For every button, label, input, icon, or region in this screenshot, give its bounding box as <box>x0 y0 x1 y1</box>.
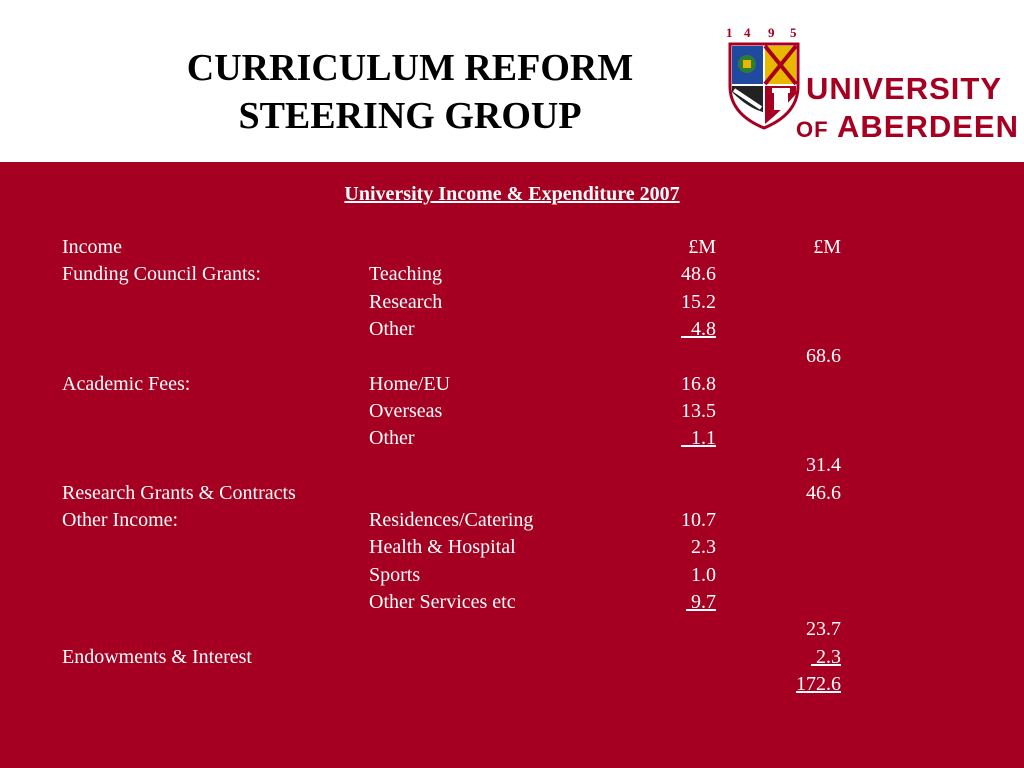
row-item: Research <box>369 290 443 313</box>
row-subtotal: 9.7 <box>686 590 716 613</box>
table-row <box>0 452 1024 479</box>
row-label: Other Income: <box>62 509 179 531</box>
table-row <box>0 316 1024 343</box>
table-row <box>0 562 1024 589</box>
row-item: Other Services etc <box>369 590 516 613</box>
row-label: Research Grants & Contracts <box>62 481 296 504</box>
row-item: Teaching <box>369 263 443 286</box>
row-subtotal: 15.2 <box>681 290 716 313</box>
section-subtitle: University Income & Expenditure 2007 <box>344 183 680 205</box>
logo-wordmark-of: OF <box>796 117 829 142</box>
row-total: £M <box>813 236 841 258</box>
row-subtotal: 48.6 <box>681 263 716 286</box>
table-row <box>0 644 1024 671</box>
row-label: Income <box>62 236 122 258</box>
row-total: 172.6 <box>796 672 841 695</box>
table-row <box>0 289 1024 316</box>
table-row <box>0 425 1024 452</box>
logo-year-digit: 9 <box>768 25 775 40</box>
row-subtotal: 1.1 <box>681 427 716 450</box>
logo-wordmark-aberdeen-text: ABERDEEN <box>837 109 1019 144</box>
table-row <box>0 371 1024 398</box>
row-total: 46.6 <box>806 481 841 504</box>
row-item: Residences/Catering <box>369 509 534 531</box>
crest-icon <box>726 40 802 130</box>
row-subtotal: £M <box>688 236 716 258</box>
row-label: Academic Fees: <box>62 372 191 395</box>
row-item: Overseas <box>369 399 443 422</box>
table-row <box>0 261 1024 288</box>
table-row <box>0 343 1024 370</box>
row-subtotal: 1.0 <box>691 563 716 586</box>
row-subtotal: 10.7 <box>681 509 716 531</box>
row-total: 23.7 <box>806 618 841 641</box>
table-row <box>0 234 1024 261</box>
logo-year-digit: 4 <box>744 25 751 40</box>
logo-year-digit: 5 <box>790 25 797 40</box>
row-item: Other <box>369 317 415 340</box>
table-row <box>0 589 1024 616</box>
row-item: Home/EU <box>369 372 451 395</box>
row-total: 31.4 <box>806 454 841 477</box>
row-total: 68.6 <box>806 345 841 368</box>
row-item: Sports <box>369 563 421 586</box>
table-row <box>0 507 1024 534</box>
logo-wordmark-university: UNIVERSITY <box>806 71 1003 106</box>
title-line-2: STEERING GROUP <box>238 95 582 137</box>
row-total: 2.3 <box>811 645 841 668</box>
row-label: Endowments & Interest <box>62 645 252 668</box>
row-item: Other <box>369 427 415 450</box>
row-subtotal: 4.8 <box>681 317 716 340</box>
table-row <box>0 616 1024 643</box>
row-item: Health & Hospital <box>369 536 516 559</box>
slide-header <box>0 0 1024 162</box>
table-row <box>0 534 1024 561</box>
content-panel <box>0 162 1024 768</box>
row-subtotal: 2.3 <box>691 536 716 559</box>
table-row <box>0 480 1024 507</box>
page-title <box>130 44 690 140</box>
table-row <box>0 671 1024 698</box>
row-label: Funding Council Grants: <box>62 263 261 286</box>
title-line-1: CURRICULUM REFORM <box>186 47 634 89</box>
university-logo <box>722 26 1018 142</box>
logo-wordmark-aberdeen <box>796 109 1019 145</box>
logo-year-digit: 1 <box>726 25 733 40</box>
table-row <box>0 398 1024 425</box>
row-subtotal: 16.8 <box>681 372 716 395</box>
row-subtotal: 13.5 <box>681 399 716 422</box>
